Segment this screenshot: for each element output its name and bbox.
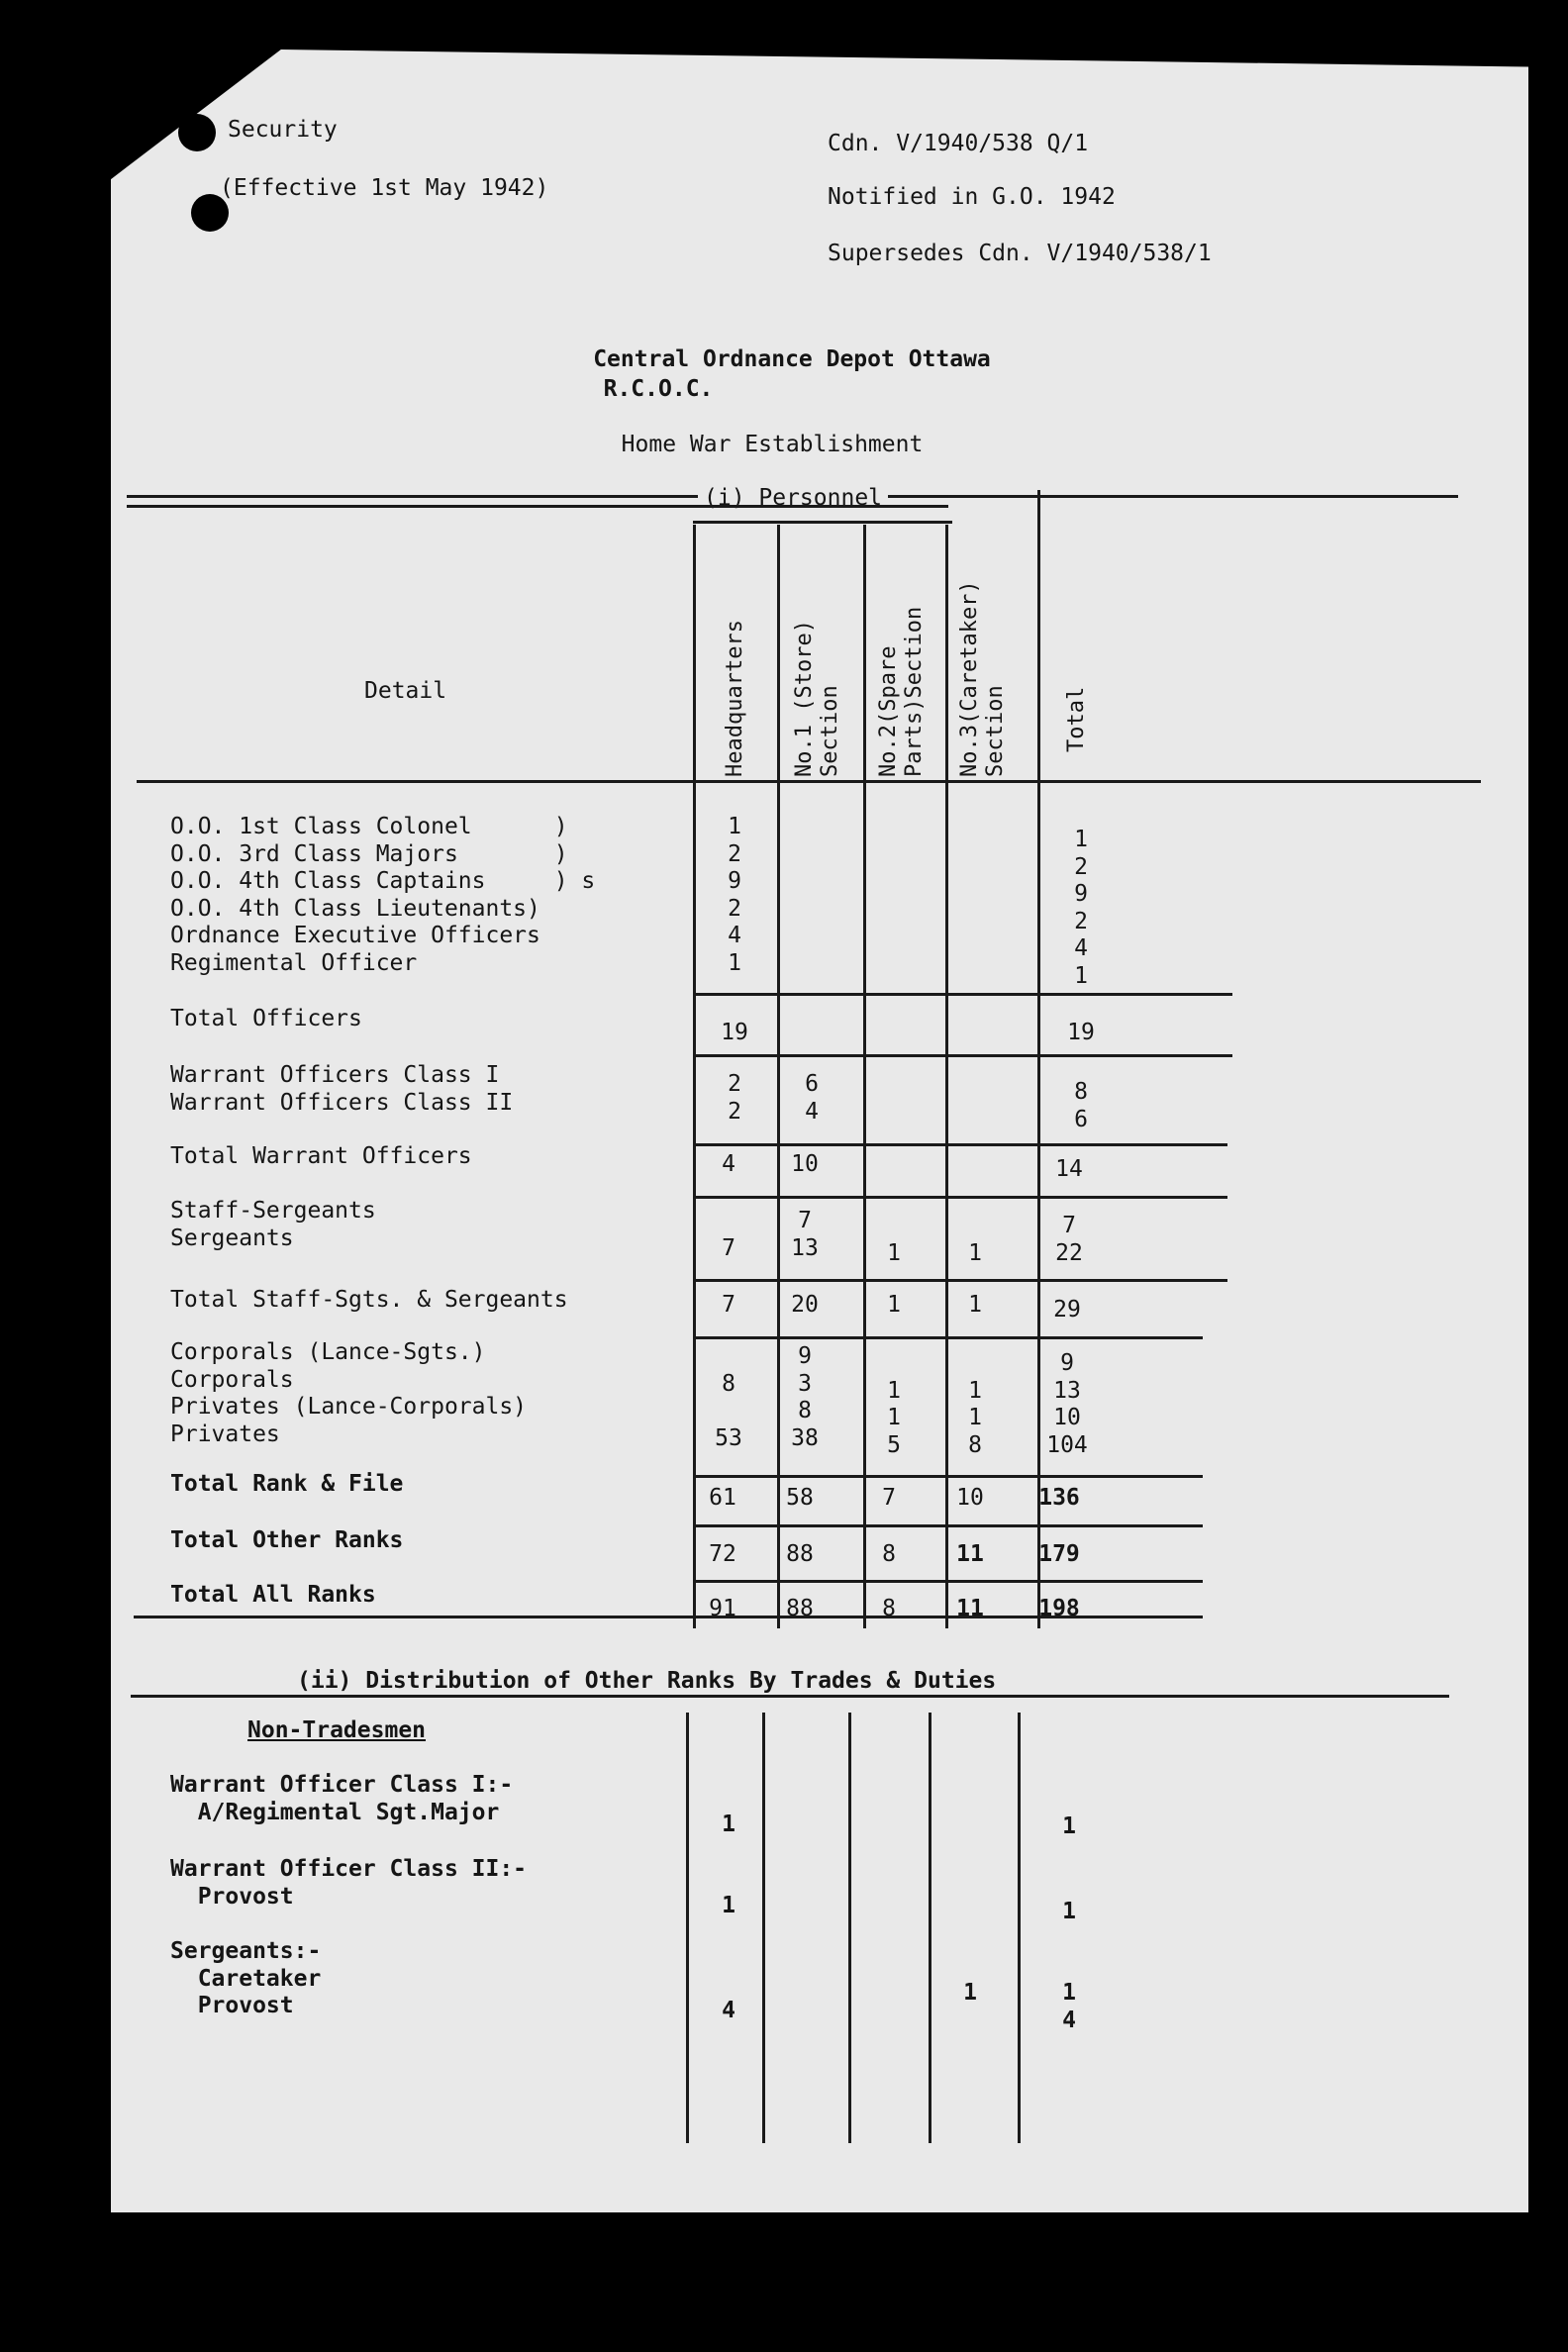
- document-title: Central Ordnance Depot Ottawa: [593, 346, 991, 372]
- total-or-total: 179: [1038, 1541, 1080, 1567]
- wo1-duty-hq: 1: [722, 1812, 735, 1837]
- non-tradesmen-heading: Non-Tradesmen: [247, 1717, 427, 1743]
- row-rule: [693, 993, 1232, 996]
- total-all-label: Total All Ranks: [170, 1582, 376, 1608]
- total-sgts-s2: 1: [887, 1292, 901, 1318]
- rank-s2: 1 1 5: [887, 1377, 901, 1458]
- sgt-duty-s3: 1: [963, 1980, 977, 2006]
- col-line: [693, 525, 696, 1628]
- personnel-heading: (i) Personnel: [698, 485, 888, 512]
- rank-hq: 8 53: [715, 1370, 742, 1451]
- total-officers-hq: 19: [721, 1020, 748, 1045]
- sgt-total: 7 22: [1055, 1213, 1083, 1266]
- corps-label: R.C.O.C.: [603, 376, 714, 402]
- sgt-s2: 1: [887, 1239, 901, 1266]
- total-rf-s2: 7: [882, 1485, 896, 1511]
- total-all-s3: 11: [956, 1596, 984, 1621]
- wo1-duty-label: Warrant Officer Class I:- A/Regimental Sgt.Major: [170, 1772, 514, 1825]
- row-rule: [693, 1580, 1203, 1583]
- col-line: [777, 525, 780, 1628]
- officer-total-values: 1 2 9 2 4 1: [1074, 827, 1088, 989]
- reference-number: Cdn. V/1940/538 Q/1: [828, 131, 1089, 156]
- total-rf-label: Total Rank & File: [170, 1471, 404, 1497]
- total-sgts-label: Total Staff-Sgts. & Sergeants: [170, 1287, 568, 1313]
- supersedes-line: Supersedes Cdn. V/1940/538/1: [828, 241, 1212, 266]
- col-header-hq: Headquarters: [723, 620, 747, 777]
- establishment-label: Home War Establishment: [621, 432, 924, 457]
- row-rule: [693, 1143, 1227, 1146]
- sgt-duty-label: Sergeants:- Caretaker Provost: [170, 1938, 322, 2018]
- notified-line: Notified in G.O. 1942: [828, 184, 1116, 210]
- total-wo-hq: 4: [722, 1151, 735, 1177]
- sgt-s1: 7 13: [791, 1208, 819, 1261]
- table-bottom-rule: [134, 1616, 1203, 1618]
- col-line: [945, 525, 948, 1628]
- total-sgts-s3: 1: [968, 1292, 982, 1318]
- detail-header: Detail: [364, 678, 447, 704]
- total-sgts-s1: 20: [791, 1292, 819, 1318]
- row-rule: [693, 1279, 1227, 1282]
- col-line: [929, 1713, 931, 2143]
- punch-hole: [178, 114, 216, 151]
- total-sgts-hq: 7: [722, 1292, 735, 1318]
- col-line: [1018, 1713, 1021, 2143]
- total-or-label: Total Other Ranks: [170, 1527, 404, 1553]
- row-rule: [693, 1336, 1203, 1339]
- sgt-duty-hq: 4: [722, 1998, 735, 2023]
- rank-total: 9 13 10 104: [1046, 1350, 1088, 1458]
- sgt-s3: 1: [968, 1239, 982, 1266]
- col-header-s1: No.1 (Store) Section: [792, 620, 842, 777]
- total-wo-total: 14: [1055, 1156, 1083, 1182]
- wo-total: 8 6: [1074, 1079, 1088, 1132]
- officer-labels: O.O. 1st Class Colonel ) O.O. 3rd Class Majors ) O.O. 4th Class Captains ) s O.O. 4th Class Lieutenants) Ordnance Executive Officers Regimental Officer: [170, 814, 596, 976]
- row-rule: [693, 1524, 1203, 1527]
- wo-labels: Warrant Officers Class I Warrant Officers Class II: [170, 1062, 514, 1116]
- row-rule: [693, 1054, 1232, 1057]
- total-rf-hq: 61: [709, 1485, 736, 1511]
- distribution-heading: (ii) Distribution of Other Ranks By Trades & Duties: [297, 1668, 997, 1694]
- total-or-hq: 72: [709, 1541, 736, 1567]
- sgt-labels: Staff-Sergeants Sergeants: [170, 1198, 376, 1251]
- total-officers-label: Total Officers: [170, 1006, 362, 1031]
- total-all-s1: 88: [786, 1596, 814, 1621]
- col-line: [762, 1713, 765, 2143]
- effective-date: (Effective 1st May 1942): [220, 175, 549, 201]
- wo2-duty-label: Warrant Officer Class II:- Provost: [170, 1856, 528, 1910]
- col-header-total: Total: [1064, 686, 1089, 752]
- total-sgts-total: 29: [1053, 1297, 1081, 1323]
- wo2-duty-total: 1: [1062, 1899, 1076, 1924]
- officer-hq-values: 1 2 9 2 4 1: [728, 814, 741, 976]
- col-line: [686, 1713, 689, 2143]
- total-or-s2: 8: [882, 1541, 896, 1567]
- total-all-s2: 8: [882, 1596, 896, 1621]
- rank-s1: 9 3 8 38: [791, 1343, 819, 1451]
- sgt-hq: 7: [722, 1234, 735, 1261]
- total-wo-label: Total Warrant Officers: [170, 1143, 472, 1169]
- sgt-duty-total: 1 4: [1062, 1980, 1076, 2033]
- wo-hq: 2 2: [728, 1071, 741, 1125]
- col-header-s3: No.3(Caretaker) Section: [957, 580, 1008, 777]
- personnel-underline: [693, 521, 952, 524]
- security-label: Security: [228, 117, 338, 143]
- rank-s3: 1 1 8: [968, 1377, 982, 1458]
- wo1-duty-total: 1: [1062, 1813, 1076, 1839]
- total-or-s3: 11: [956, 1541, 984, 1567]
- total-officers-total: 19: [1067, 1020, 1095, 1045]
- col-line: [848, 1713, 851, 2143]
- total-rf-total: 136: [1038, 1485, 1080, 1511]
- wo-s1: 6 4: [805, 1071, 819, 1125]
- column-header-bottom: [137, 780, 1481, 783]
- total-all-hq: 91: [709, 1596, 736, 1621]
- row-rule: [693, 1196, 1227, 1199]
- total-or-s1: 88: [786, 1541, 814, 1567]
- col-header-s2: No.2(Spare Parts)Section: [876, 606, 927, 777]
- row-rule: [693, 1475, 1203, 1478]
- rank-labels: Corporals (Lance-Sgts.) Corporals Privates (Lance-Corporals) Privates: [170, 1339, 528, 1447]
- section2-rule: [131, 1695, 1449, 1698]
- total-rf-s1: 58: [786, 1485, 814, 1511]
- wo2-duty-hq: 1: [722, 1893, 735, 1918]
- total-rf-s3: 10: [956, 1485, 984, 1511]
- total-all-total: 198: [1038, 1596, 1080, 1621]
- col-line: [863, 525, 866, 1628]
- header-rule: [127, 505, 948, 508]
- total-wo-s1: 10: [791, 1151, 819, 1177]
